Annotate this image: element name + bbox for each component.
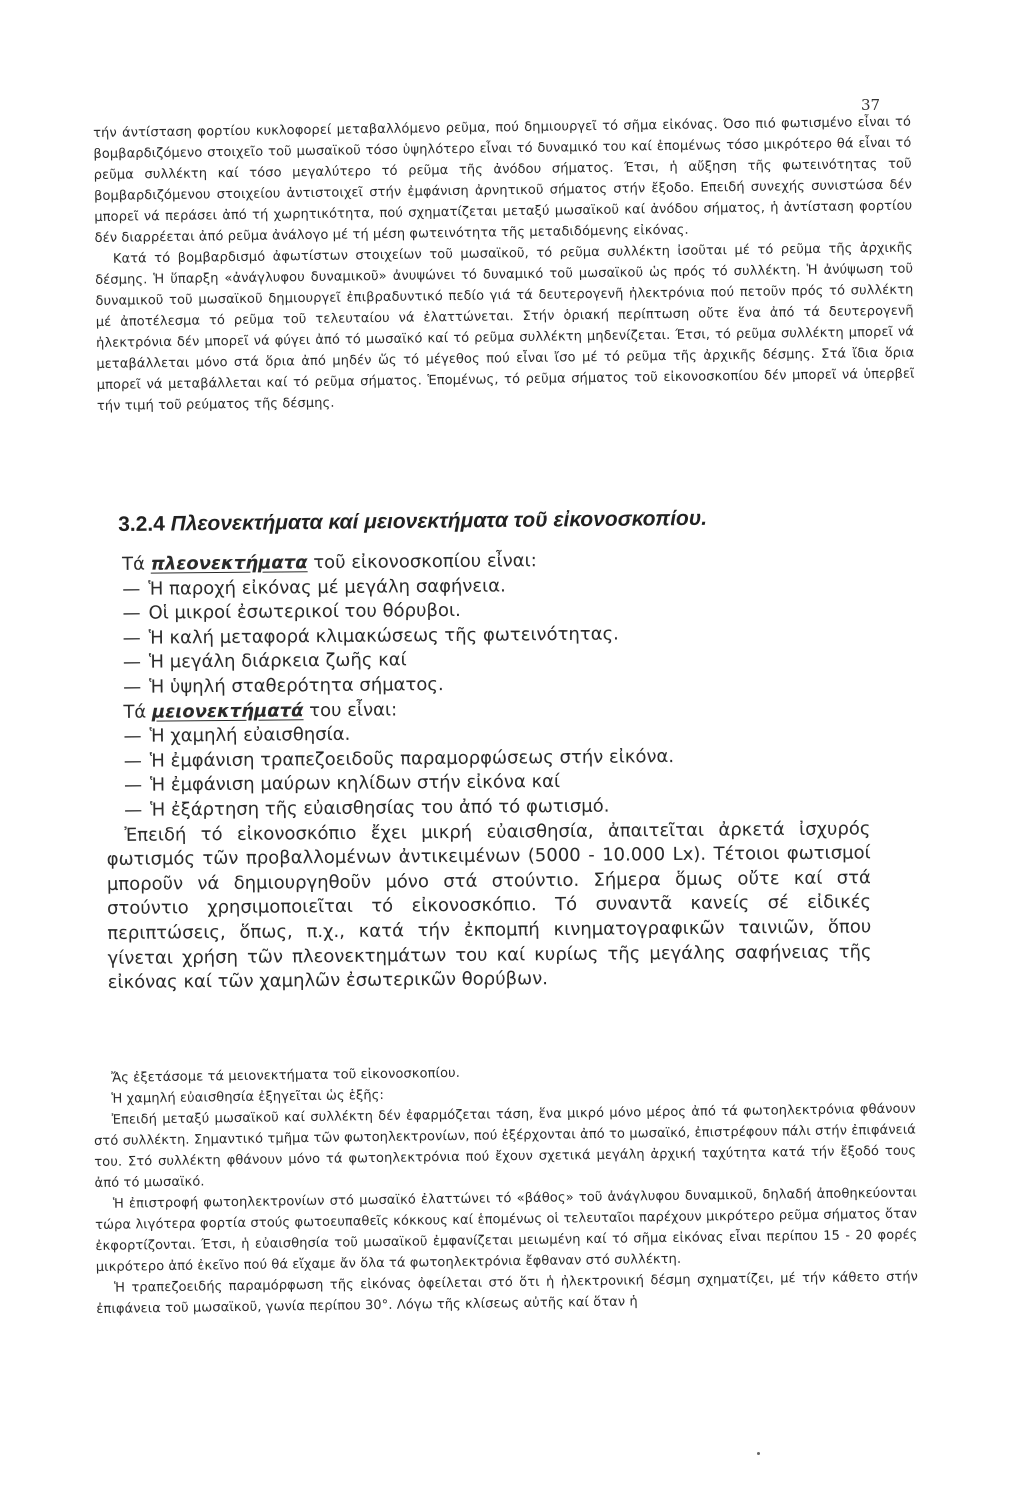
list-item-text: Ἡ καλή μεταφορά κλιμακώσεως τῆς φωτεινότητας.	[148, 623, 619, 649]
bottom-text-block	[93, 1057, 918, 1320]
paragraph: Ἄς ἐξετάσομε τά μειονεκτήματα τοῦ εἰκονοσκοπίου.	[111, 1065, 461, 1086]
section-heading	[118, 506, 818, 537]
paragraph: Ἐπειδή μεταξύ μωσαϊκοῦ καί συλλέκτη δέν ἐφαρμόζεται τάση, ἕνα μικρό μόνο μέρος ἀπό τά φωτοηλεκτρόνια φθάνουν στό συλλέκτη. Σημαντικό τμῆμα τῶν φωτοηλεκτρονίων, πού ἐξέρχονται ἀπό το μωσαϊκό, ἐπιστρέφουν πάλι στήν ἐπιφάνειά του. Στό συλλέκτη φθάνουν μόνο τά φωτοηλεκτρόνια πού ἔχουν σχετικά μεγάλη ἀρχική ταχύτητα κατά τήν ἔξοδό τους ἀπό τό μωσαϊκό.	[93, 1101, 917, 1191]
list-item-text: Ἡ ὑψηλή σταθερότητα σήματος.	[149, 674, 444, 698]
list-item-text: Ἡ ἐμφάνιση μαύρων κηλίδων στήν εἰκόνα καί	[149, 771, 561, 796]
dash-mark: —	[124, 799, 143, 821]
dash-mark: —	[123, 750, 142, 772]
list-item-text: Ἡ μεγάλη διάρκεια ζωῆς καί	[148, 649, 407, 673]
list-item-text: Ἡ παροχή εἰκόνας μέ μεγάλη σαφήνεια.	[148, 575, 506, 600]
list-item-text: Ἡ χαμηλή εὐαισθησία.	[149, 724, 351, 747]
list-item-text: Ἡ ἐξάρτηση τῆς εὐαισθησίας του ἀπό τό φωτισμό.	[150, 795, 610, 821]
intro-text: τοῦ εἰκονοσκοπίου εἶναι:	[313, 550, 537, 574]
disadvantages-keyword: μειονεκτήματά	[151, 699, 304, 723]
dash-mark: —	[122, 652, 142, 674]
dash-mark: —	[122, 578, 141, 600]
dash-mark: —	[122, 627, 141, 649]
paragraph: Ἡ ἐπιστροφή φωτοηλεκτρονίων στό μωσαϊκό ἐλαττώνει τό «βάθος» τοῦ ἀνάγλυφου δυναμικοῦ, δηλαδή ἀποθηκεύονται τώρα λιγότερα φορτία στούς φωτοευπαθεῖς κόκκους καί ἑπομένως οἱ τελευταῖοι παρέχουν μικρότερο ρεῦμα σήματος ὅταν ἐκφορτίζονται. Έτσι, ἡ εὐαισθησία τοῦ μωσαϊκοῦ ἐμφανίζεται μειωμένη καί τό σῆμα εἰκόνας εἶναι περίπου 15 - 20 φορές μικρότερο ἀπό ἐκεῖνο πού θά εἴχαμε ἄν ὅλα τά φωτοηλεκτρόνια ἔφθαναν στό συλλέκτη.	[95, 1185, 918, 1275]
dash-mark: —	[123, 775, 143, 797]
paragraph: Ἐπειδή τό εἰκονοσκόπιο ἔχει μικρή εὐαισθησία, ἀπαιτεῖται ἀρκετά ἰσχυρός φωτισμός τῶν προβαλλομένων ἀντικειμένων (5000 - 10.000 Lx). Τέτοιοι φωτισμοί μποροῦν νά δημιουργηθοῦν μόνο στά στούντιο. Σήμερα ὅμως οὔτε καί στά στούντιο χρησιμοποιεῖται τό εἰκονοσκόπιο. Τό συναντᾶ κανείς σέ εἰδικές περιπτώσεις, ὅπως, π.χ., κατά τήν ἐκπομπή κινηματογραφικῶν ταινιῶν, ὅπου γίνεται χρήση τῶν πλεονεκτημάτων του καί κυρίως τῆς μεγάλης σαφήνειας τῆς εἰκόνας καί τῶν χαμηλῶν ἐσωτερικῶν θορύβων.	[106, 817, 872, 994]
scan-speck	[757, 1452, 760, 1455]
page-number: 37	[861, 96, 881, 114]
paragraph: τήν άντίσταση φορτίου κυκλοφορεί μεταβαλλόμενο ρεῦμα, πού δημιουργεῖ τό σῆμα εἰκόνας. Όσο πιό φωτισμένο εἶναι τό βομβαρδιζόμενο στοιχεῖο τοῦ μωσαϊκοῦ τόσο ὑψηλότερο εἶναι τό δυναμικό του καί ἑπομένως τόσο μικρότερο θά εἶναι τό ρεῦμα συλλέκτη καί τόσο μεγαλύτερο τό ρεῦμα τῆς ἀνόδου σήματος. Έτσι, ἡ αὔξηση τῆς φωτεινότητας τοῦ βομβαρδιζόμενου στοιχείου ἀντιστοιχεῖ στήν ἐμφάνιση ἀρνητικοῦ σήματος στήν ἔξοδο. Επειδή συνεχής συνιστώσα δέν μπορεῖ νά περάσει ἀπό τή χωρητικότητα, πού σχηματίζεται μεταξύ μωσαϊκοῦ καί ἀνόδου σήματος, ἡ ἀντίσταση φορτίου δέν διαρρέεται ἀπό ρεῦμα ἀνάλογο μέ τή μέση φωτεινότητα τῆς μεταδιδόμενης εἰκόνας.	[93, 114, 913, 246]
dash-mark: —	[123, 725, 142, 747]
intro-word: Τά	[122, 553, 146, 575]
dash-mark: —	[122, 602, 141, 625]
intro-text: του εἶναι:	[309, 699, 398, 721]
list-item-text: Οἱ μικροί ἐσωτερικοί του θόρυβοι.	[148, 600, 461, 624]
dash-mark: —	[123, 676, 142, 698]
list-item-text: Ἡ ἐμφάνιση τραπεζοειδοῦς παραμορφώσεως στήν εἰκόνα.	[149, 745, 675, 772]
lists-block	[104, 546, 872, 995]
paragraph: Ἡ χαμηλή εὐαισθησία ἐξηγεῖται ὡς ἑξῆς:	[111, 1087, 385, 1107]
section-title: Πλεονεκτήματα καί μειονεκτήματα τοῦ εἰκονοσκοπίου.	[170, 506, 708, 536]
paragraph: Ἡ τραπεζοειδής παραμόρφωση τῆς εἰκόνας ὀφείλεται στό ὅτι ἡ ἠλεκτρονική δέσμη σχηματίζει, μέ τήν κάθετο στήν ἐπιφάνεια τοῦ μωσαϊκοῦ, γωνία περίπου 30°. Λόγω τῆς κλίσεως αὐτῆς καί ὅταν ἡ	[96, 1269, 919, 1317]
advantages-keyword: πλεονεκτήματα	[150, 552, 308, 575]
top-text-block	[93, 112, 915, 417]
intro-word: Τά	[123, 701, 147, 723]
paragraph: Κατά τό βομβαρδισμό ἀφωτίστων στοιχείων τοῦ μωσαϊκοῦ, τό ρεῦμα συλλέκτη ἰσοῦται μέ τό ρεῦμα τῆς ἀρχικῆς δέσμης. Ἡ ὕπαρξη «ἀνάγλυφου δυναμικοῦ» ἀνυψώνει τό δυναμικό τοῦ μωσαϊκοῦ ὡς πρός τό συλλέκτη. Ἡ ἀνύψωση τοῦ δυναμικοῦ τοῦ μωσαϊκοῦ δημιουργεῖ ἐπιβραδυντικό πεδίο γιά τά δευτερογενῆ ἠλεκτρόνια πού πετοῦν πρός τό συλλέκτη μέ ἀποτέλεσμα τό ρεῦμα τοῦ τελευταίου νά ἐλαττώνεται. Στήν ὁριακή περίπτωση οὔτε ἕνα ἀπό τά δευτερογενῆ ἠλεκτρόνια δέν μπορεῖ νά φύγει ἀπό τό μωσαϊκό καί τό ρεῦμα συλλέκτη μηδενίζεται. Έτσι, τό ρεῦμα συλλέκτη μπορεῖ νά μεταβάλλεται μόνο στά ὅρια ἀπό μηδέν ὥς τό μέγεθος πού εἶναι ἴσο μέ τό ρεῦμα τῆς ἀρχικῆς δέσμης. Στά ἴδια ὅρια μπορεῖ νά μεταβάλλεται καί τό ρεῦμα σήματος. Ἑπομένως, τό ρεῦμα σήματος τοῦ εἰκονοσκοπίου δέν μπορεῖ νά ὑπερβεῖ τήν τιμή τοῦ ρεύματος τῆς δέσμης.	[95, 240, 915, 414]
section-number: 3.2.4	[118, 512, 165, 536]
